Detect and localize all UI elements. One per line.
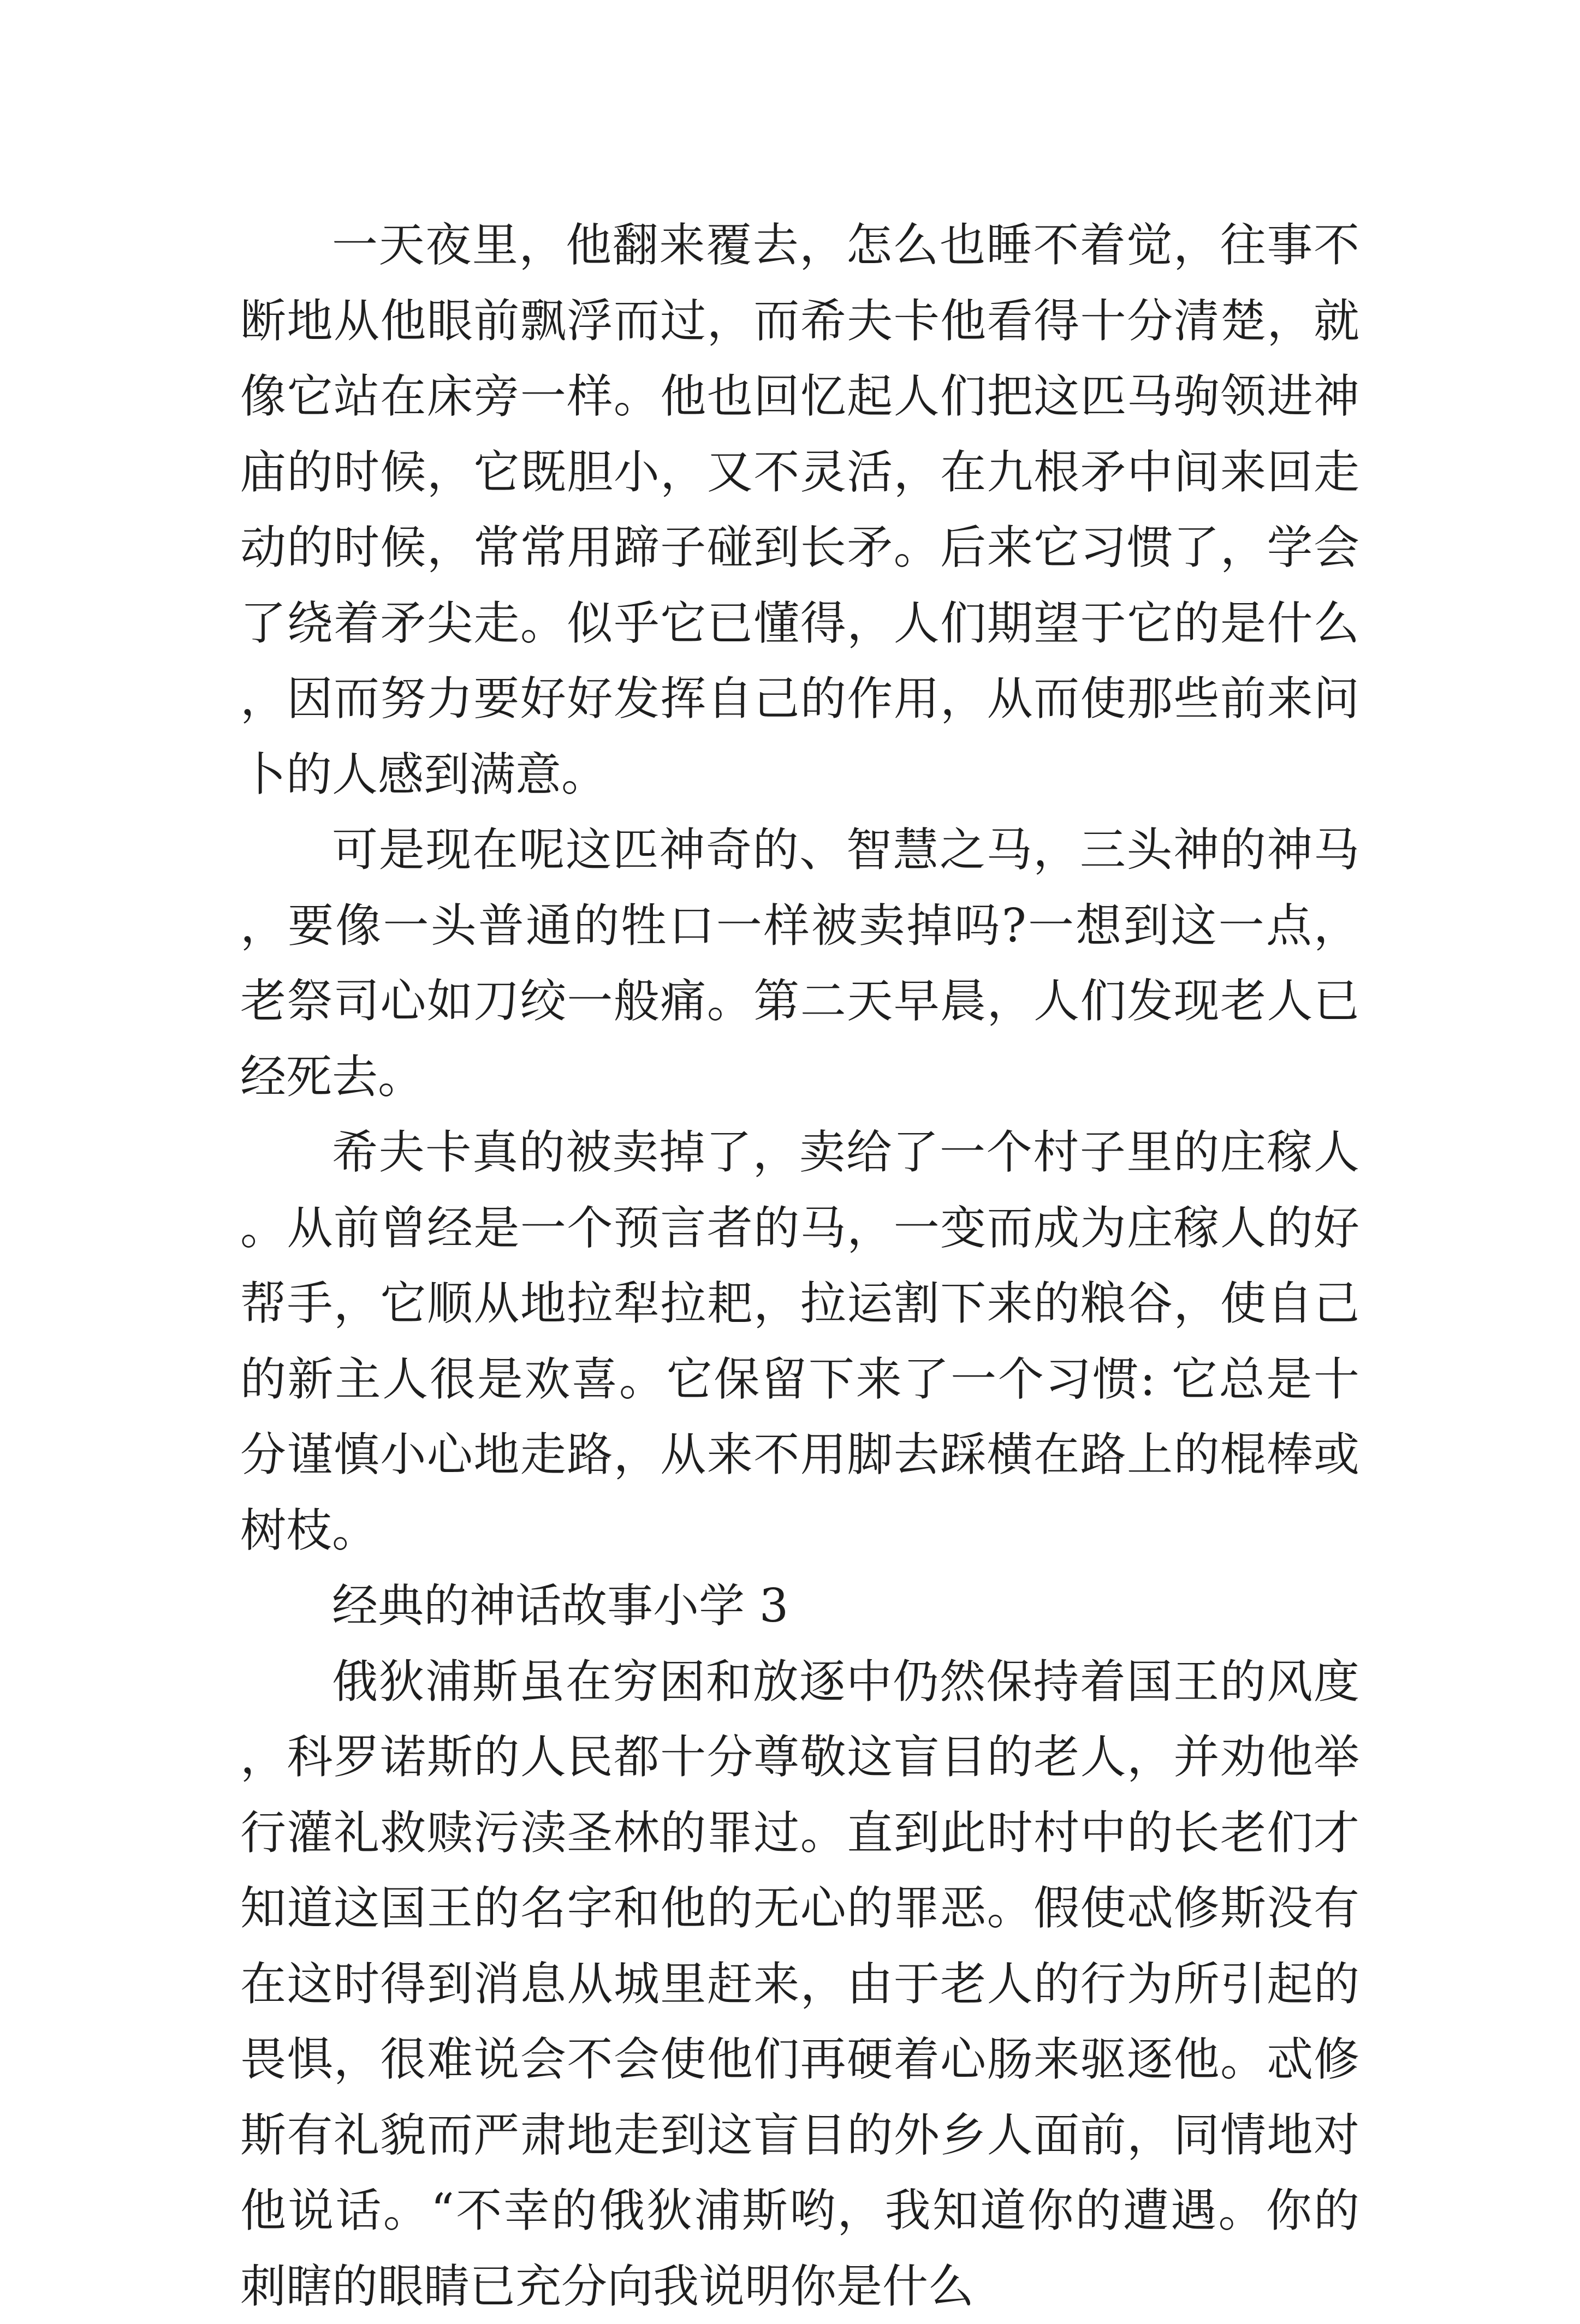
paragraph-sale-fear: 可是现在呢这匹神奇的、智慧之马，三头神的神马，要像一头普通的牲口一样被卖掉吗?一想到这一点，老祭司心如刀绞一般痛。第二天早晨，人们发现老人已经死去。 (240, 812, 1359, 1115)
paragraph-sold-to-farmer: 希夫卡真的被卖掉了，卖给了一个村子里的庄稼人。从前曾经是一个预言者的马，一变而成为庄稼人的好帮手，它顺从地拉犁拉耙，拉运割下来的粮谷，使自己的新主人很是欢喜。它保留下来了一个习惯: 它总是十分谨慎小心地走路，从来不用脚去踩横在路上的棍棒或树枝。 (240, 1115, 1359, 1568)
document-page (240, 207, 1359, 2324)
section-heading: 经典的神话故事小学 3 (240, 1568, 1359, 1644)
paragraph-oedipus: 俄狄浦斯虽在穷困和放逐中仍然保持着国王的风度，科罗诺斯的人民都十分尊敬这盲目的老人，并劝他举行灌礼救赎污渎圣林的罪过。直到此时村中的长老们才知道这国王的名字和他的无心的罪恶。假使忒修斯没有在这时得到消息从城里赶来，由于老人的行为所引起的畏惧，很难说会不会使他们再硬着心肠来驱逐他。忒修斯有礼貌而严肃地走到这盲目的外乡人面前，同情地对他说话。“不幸的俄狄浦斯哟，我知道你的遭遇。你的刺瞎的眼睛已充分向我说明你是什么 (240, 1644, 1359, 2324)
paragraph-night-memories: 一天夜里，他翻来覆去，怎么也睡不着觉，往事不断地从他眼前飘浮而过，而希夫卡他看得十分清楚，就像它站在床旁一样。他也回忆起人们把这匹马驹领进神庙的时候，它既胆小，又不灵活，在九根矛中间来回走动的时候，常常用蹄子碰到长矛。后来它习惯了，学会了绕着矛尖走。似乎它已懂得，人们期望于它的是什么，因而努力要好好发挥自己的作用，从而使那些前来问卜的人感到满意。 (240, 207, 1359, 812)
